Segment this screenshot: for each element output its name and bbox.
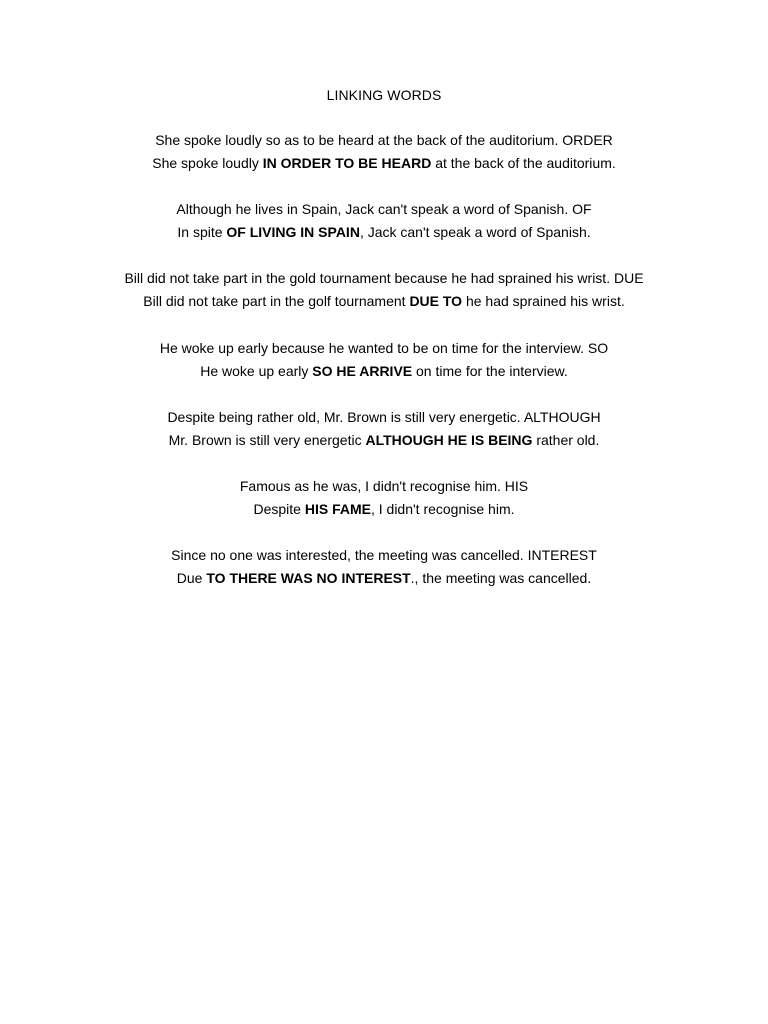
original-sentence: Famous as he was, I didn't recognise him. HIS (239, 478, 529, 494)
rewrite-text-before: In spite (177, 224, 227, 240)
exercise-item (0, 267, 768, 313)
original-sentence: Despite being rather old, Mr. Brown is still very energetic. ALTHOUGH (167, 409, 601, 425)
page-title: LINKING WORDS (326, 87, 442, 103)
rewrite-text-after: at the back of the auditorium. (431, 155, 616, 171)
rewrite-text-after: , I didn't recognise him. (370, 501, 515, 517)
rewrite-text-before: Due (176, 570, 207, 586)
rewrite-text-before: She spoke loudly (152, 155, 263, 171)
exercise-item (0, 544, 768, 590)
rewritten-sentence (0, 290, 768, 313)
original-sentence: She spoke loudly so as to be heard at the back of the auditorium. ORDER (155, 132, 613, 148)
answer-text: IN ORDER TO BE HEARD (262, 155, 432, 171)
rewrite-text-before: He woke up early (200, 363, 313, 379)
answer-text: TO THERE WAS NO INTEREST (206, 570, 411, 586)
rewritten-sentence (0, 152, 768, 175)
answer-text: OF LIVING IN SPAIN (226, 224, 360, 240)
rewrite-text-after: on time for the interview. (412, 363, 568, 379)
exercise-item (0, 475, 768, 521)
rewrite-text-before: Bill did not take part in the golf tournament (143, 293, 410, 309)
answer-text: ALTHOUGH HE IS BEING (365, 432, 533, 448)
exercise-item (0, 198, 768, 244)
original-sentence: Bill did not take part in the gold tournament because he had sprained his wrist. DUE (124, 270, 644, 286)
answer-text: DUE TO (409, 293, 463, 309)
original-sentence: He woke up early because he wanted to be on time for the interview. SO (159, 340, 609, 356)
rewrite-text-before: Mr. Brown is still very energetic (168, 432, 366, 448)
rewrite-text-after: rather old. (532, 432, 600, 448)
rewritten-sentence (0, 360, 768, 383)
original-sentence: Although he lives in Spain, Jack can't speak a word of Spanish. OF (176, 201, 592, 217)
answer-text: SO HE ARRIVE (312, 363, 413, 379)
answer-text: HIS FAME (304, 501, 371, 517)
rewrite-text-after: he had sprained his wrist. (462, 293, 625, 309)
exercise-item (0, 337, 768, 383)
exercise-item (0, 129, 768, 175)
rewrite-text-after: ., the meeting was cancelled. (410, 570, 592, 586)
rewrite-text-before: Despite (253, 501, 305, 517)
rewritten-sentence (0, 429, 768, 452)
rewritten-sentence (0, 498, 768, 521)
original-sentence: Since no one was interested, the meeting was cancelled. INTEREST (171, 547, 597, 563)
rewritten-sentence (0, 221, 768, 244)
exercise-item (0, 406, 768, 452)
rewrite-text-after: , Jack can't speak a word of Spanish. (359, 224, 591, 240)
rewritten-sentence (0, 567, 768, 590)
